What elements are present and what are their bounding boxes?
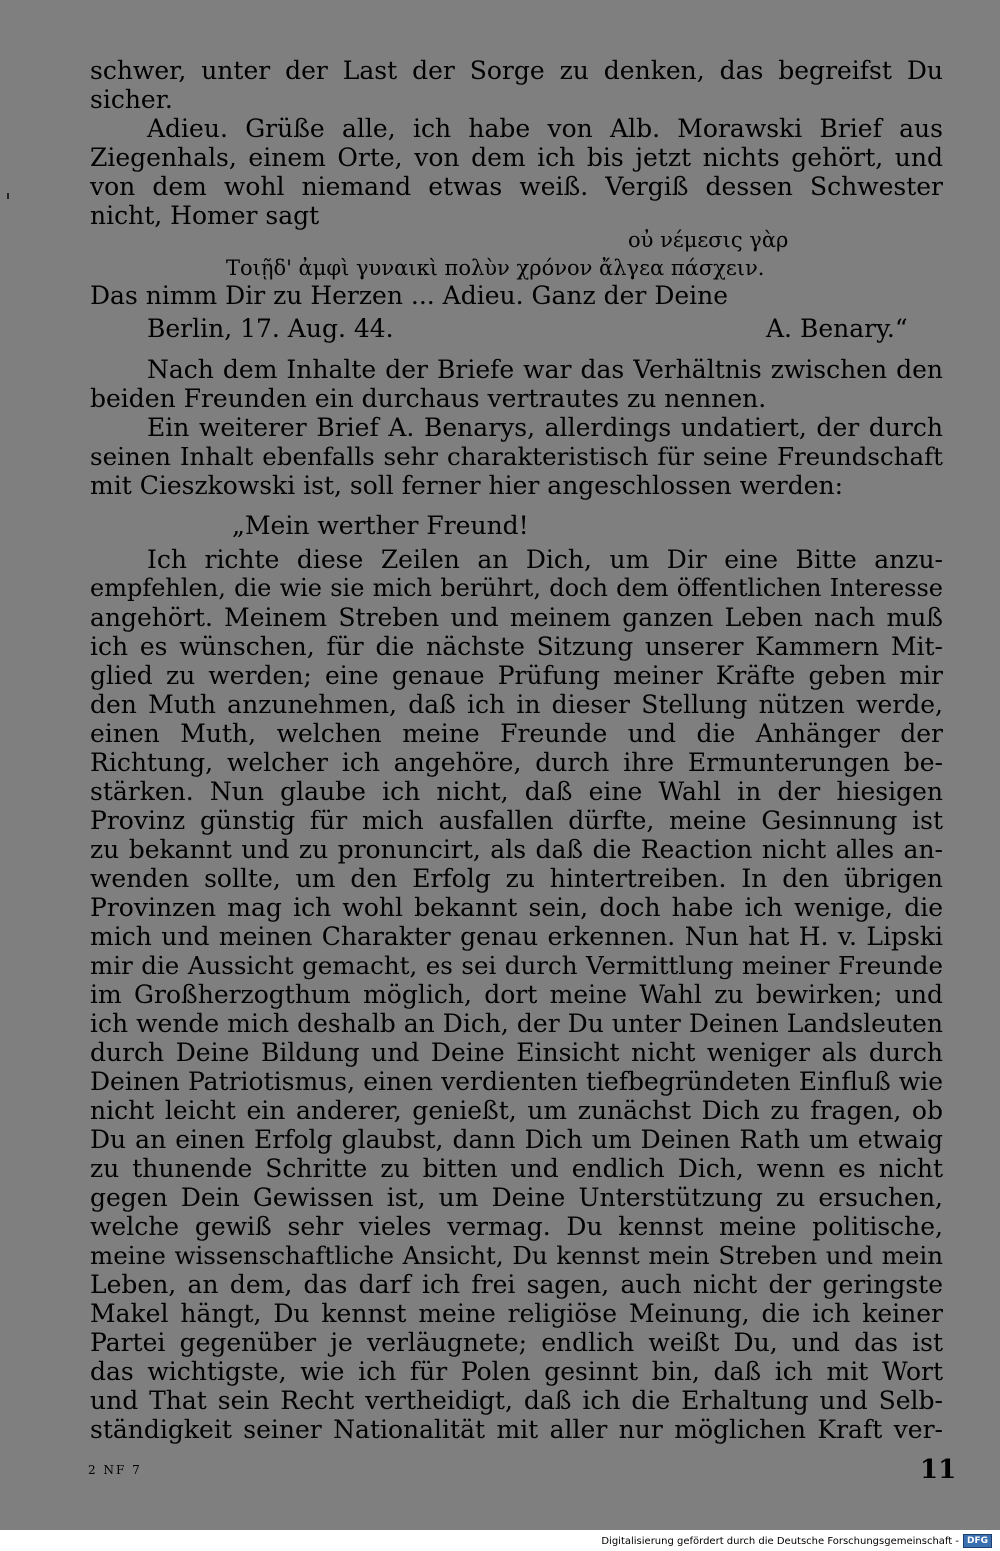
text-line: beiden Freunden ein durchaus vertrautes zu nennen. [90,384,767,413]
text-line: Ich richte diese Zeilen an Dich, um Dir eine Bitte anzu- [147,545,943,574]
text-line: nicht, Homer sagt [90,201,320,230]
text-line: angehört. Meinem Streben und meinem ganzen Leben nach muß [90,603,943,632]
text-line: Partei gegenüber je verläugnete; endlich weißt Du, und das ist [90,1328,943,1357]
text-line: empfehlen, die wie sie mich berührt, doch dem öffentlichen Interesse [90,574,943,602]
text-line: gegen Dein Gewissen ist, um Deine Unterstützung zu ersuchen, [90,1183,943,1212]
text-line: mich und meinen Charakter genau erkennen. Nun hat H. v. Lipski [90,922,943,951]
text-line: Nach dem Inhalte der Briefe war das Verhältnis zwischen den [147,355,943,384]
text-line: Leben, an dem, das darf ich frei sagen, auch nicht der geringste [90,1270,943,1299]
text-line: Ein weiterer Brief A. Benarys, allerdings undatiert, der durch [147,413,943,442]
credit-text: Digitalisierung gefördert durch die Deutsche Forschungsgemeinschaft - [601,1535,959,1547]
text-line: den Muth anzunehmen, daß ich in dieser Stellung nützen werde, [90,690,943,719]
text-line: von dem wohl niemand etwas weiß. Vergiß dessen Schwester [90,172,943,201]
text-line: ständigkeit seiner Nationalität mit aller nur möglichen Kraft ver- [90,1415,943,1444]
text-line: sicher. [90,85,173,114]
letter-salutation: „Mein werther Freund! [232,511,529,540]
text-line: Makel hängt, Du kennst meine religiöse Meinung, die ich keiner [90,1299,943,1328]
text-line: nicht leicht ein anderer, genießt, um zunächst Dich zu fragen, ob [90,1096,943,1125]
text-line: das wichtigste, wie ich für Polen gesinnt bin, daß ich mit Wort [90,1357,943,1386]
greek-quote-line: οὐ νέμεσις γὰρ [628,228,789,252]
text-line: mit Cieszkowski ist, soll ferner hier angeschlossen werden: [90,471,844,500]
text-line: schwer, unter der Last der Sorge zu denken, das begreifst Du [90,56,943,85]
text-line: Deinen Patriotismus, einen verdienten tiefbegründeten Einfluß wie [90,1067,943,1096]
text-line: Richtung, welcher ich angehöre, durch ihre Ermunterungen be- [90,748,943,777]
greek-quote-line: Τοιῇδ' ἀμφὶ γυναικὶ πολὺν χρόνον ἄλγεα πάσχειν. [226,256,765,280]
text-line: und That sein Recht vertheidigt, daß ich die Erhaltung und Selb- [90,1386,943,1415]
scan-speck [7,193,9,199]
text-line: zu thunende Schritte zu bitten und endlich Dich, wenn es nicht [90,1154,943,1183]
dfg-logo: DFG [963,1534,992,1548]
text-line: wenden sollte, um den Erfolg zu hintertreiben. In den übrigen [90,864,943,893]
text-line: seinen Inhalt ebenfalls sehr charakteristisch für seine Freundschaft [90,442,943,471]
text-line: Du an einen Erfolg glaubst, dann Dich um Deinen Rath um etwaig [90,1125,943,1154]
text-line: meine wissenschaftliche Ansicht, Du kennst mein Streben und mein [90,1241,943,1270]
text-line: im Großherzogthum möglich, dort meine Wahl zu bewirken; und [90,980,943,1009]
text-line: Provinz günstig für mich ausfallen dürfte, meine Gesinnung ist [90,806,943,835]
text-line: ich es wünschen, für die nächste Sitzung unserer Kammern Mit- [90,632,943,661]
text-line: Provinzen mag ich wohl bekannt sein, doch habe ich wenige, die [90,893,943,922]
letter-dateline: Berlin, 17. Aug. 44. [147,314,394,343]
page-number: 11 [920,1455,957,1485]
text-line: glied zu werden; eine genaue Prüfung meiner Kräfte geben mir [90,661,943,690]
text-line: mir die Aussicht gemacht, es sei durch Vermittlung meiner Freunde [90,951,943,980]
text-line: stärken. Nun glaube ich nicht, daß eine Wahl in der hiesigen [90,777,943,806]
printer-signature: 2 NF 7 [88,1463,142,1477]
text-line: Ziegenhals, einem Orte, von dem ich bis jetzt nichts gehört, und [90,143,943,172]
text-line: ich wende mich deshalb an Dich, der Du unter Deinen Landsleuten [90,1009,943,1038]
text-line: einen Muth, welchen meine Freunde und die Anhänger der [90,719,943,748]
text-line: Adieu. Grüße alle, ich habe von Alb. Morawski Brief aus [147,114,943,143]
text-line: Das nimm Dir zu Herzen ... Adieu. Ganz der Deine [90,281,729,310]
text-line: durch Deine Bildung und Deine Einsicht nicht weniger als durch [90,1038,943,1067]
text-line: zu bekannt und zu pronuncirt, als daß die Reaction nicht alles an- [90,835,943,864]
letter-signature: A. Benary.“ [766,314,908,343]
digitization-credit [601,1533,992,1549]
text-line: welche gewiß sehr vieles vermag. Du kennst meine politische, [90,1212,943,1241]
